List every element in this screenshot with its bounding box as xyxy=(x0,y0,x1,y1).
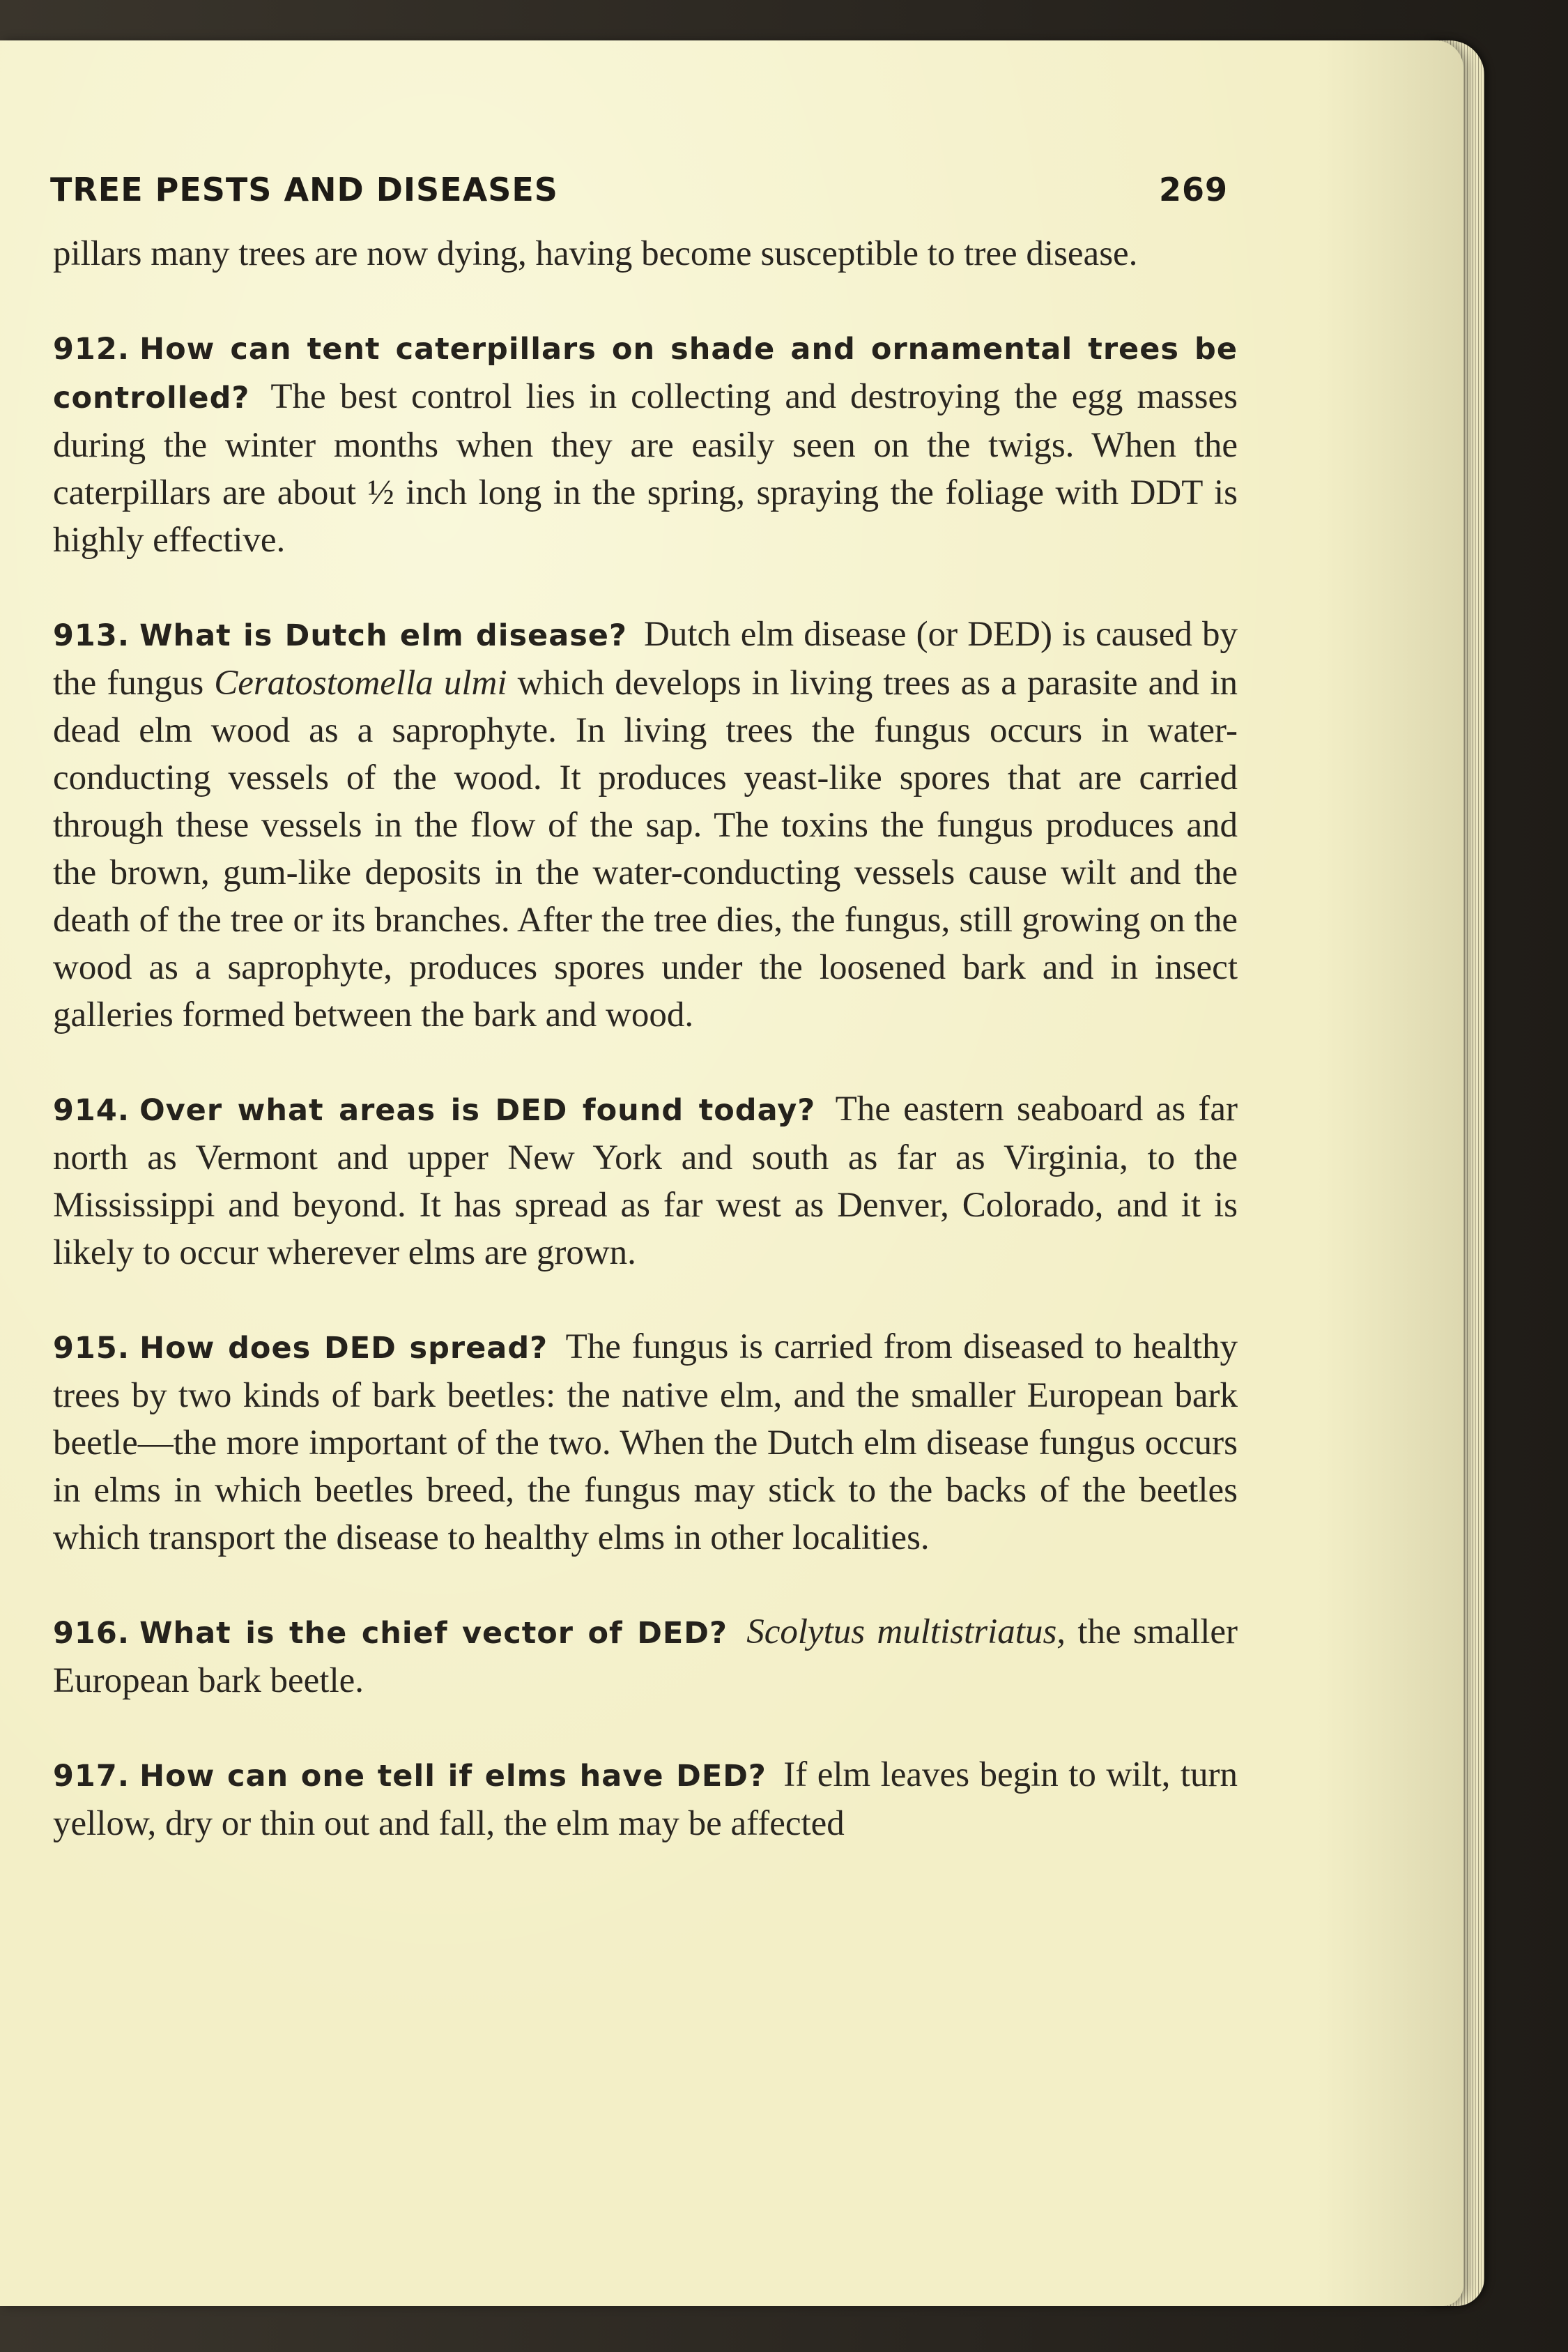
question-number: 916. xyxy=(53,1616,130,1651)
running-head xyxy=(50,171,1228,208)
species-name: Scolytus multistriatus, xyxy=(746,1612,1066,1651)
answer-text: Dutch elm disease (or DED) is caused by the fungus xyxy=(53,615,1238,703)
question-heading: Over what areas is DED found today? xyxy=(139,1093,816,1128)
question-917 xyxy=(53,1751,1238,1847)
answer-text: The best control lies in collecting and destroying the egg masses during the winter months when they are easily seen on the twigs. When the caterpillars are about ½ inch long in the spring, spraying the foliage with DDT is highly effective. xyxy=(53,377,1238,560)
question-number: 917. xyxy=(53,1759,130,1794)
question-number: 913. xyxy=(53,618,130,653)
question-number: 912. xyxy=(53,332,130,367)
question-912 xyxy=(53,324,1238,564)
answer-text-continued: which develops in living trees as a parasite and in dead elm wood as a saprophyte. In living trees the fungus occurs in water-conducting vessels of the wood. It produces yeast-like spores that are carried through these vessels in the flow of the sap. The toxins the fungus produces and the brown, gum-like deposits in the water-conducting vessels cause wilt and the death of the tree or its branches. After the tree dies, the fungus, still growing on the wood as a saprophyte, produces spores under the loosened bark and in insect galleries formed between the bark and wood. xyxy=(53,664,1238,1034)
question-914 xyxy=(53,1085,1238,1276)
page-body xyxy=(53,230,1238,1894)
species-name: Ceratostomella ulmi xyxy=(214,664,507,703)
answer-text: If elm leaves begin to wilt, turn yellow, dry or thin out and fall, the elm may be affected xyxy=(53,1755,1238,1843)
question-heading: How can tent caterpillars on shade and ornamental trees be controlled? xyxy=(53,332,1238,415)
question-heading: What is Dutch elm disease? xyxy=(139,618,627,653)
continuation-paragraph: pillars many trees are now dying, having become susceptible to tree disease. xyxy=(53,234,1138,273)
question-number: 915. xyxy=(53,1331,130,1366)
question-number: 914. xyxy=(53,1093,130,1128)
question-heading: How can one tell if elms have DED? xyxy=(139,1759,767,1794)
answer-text: The fungus is carried from diseased to healthy trees by two kinds of bark beetles: the native elm, and the smaller European bark beetle—the more important of the two. When the Dutch elm disease fungus occurs in elms in which beetles breed, the fungus may stick to the backs of the beetles which transport the disease to healthy elms in other localities. xyxy=(53,1327,1238,1557)
question-916 xyxy=(53,1608,1238,1704)
question-913 xyxy=(53,611,1238,1039)
answer-text: The eastern seaboard as far north as Vermont and upper New York and south as far as Virginia, to the Mississippi and beyond. It has spread as far west as Denver, Colorado, and it is likely to occur wherever elms are grown. xyxy=(53,1090,1238,1272)
answer-text-continued: the smaller European bark beetle. xyxy=(53,1612,1238,1700)
question-heading: How does DED spread? xyxy=(139,1331,548,1366)
question-heading: What is the chief vector of DED? xyxy=(139,1616,728,1651)
page-number: 269 xyxy=(1158,171,1228,208)
running-head-title: TREE PESTS AND DISEASES xyxy=(50,171,558,208)
question-915 xyxy=(53,1323,1238,1561)
